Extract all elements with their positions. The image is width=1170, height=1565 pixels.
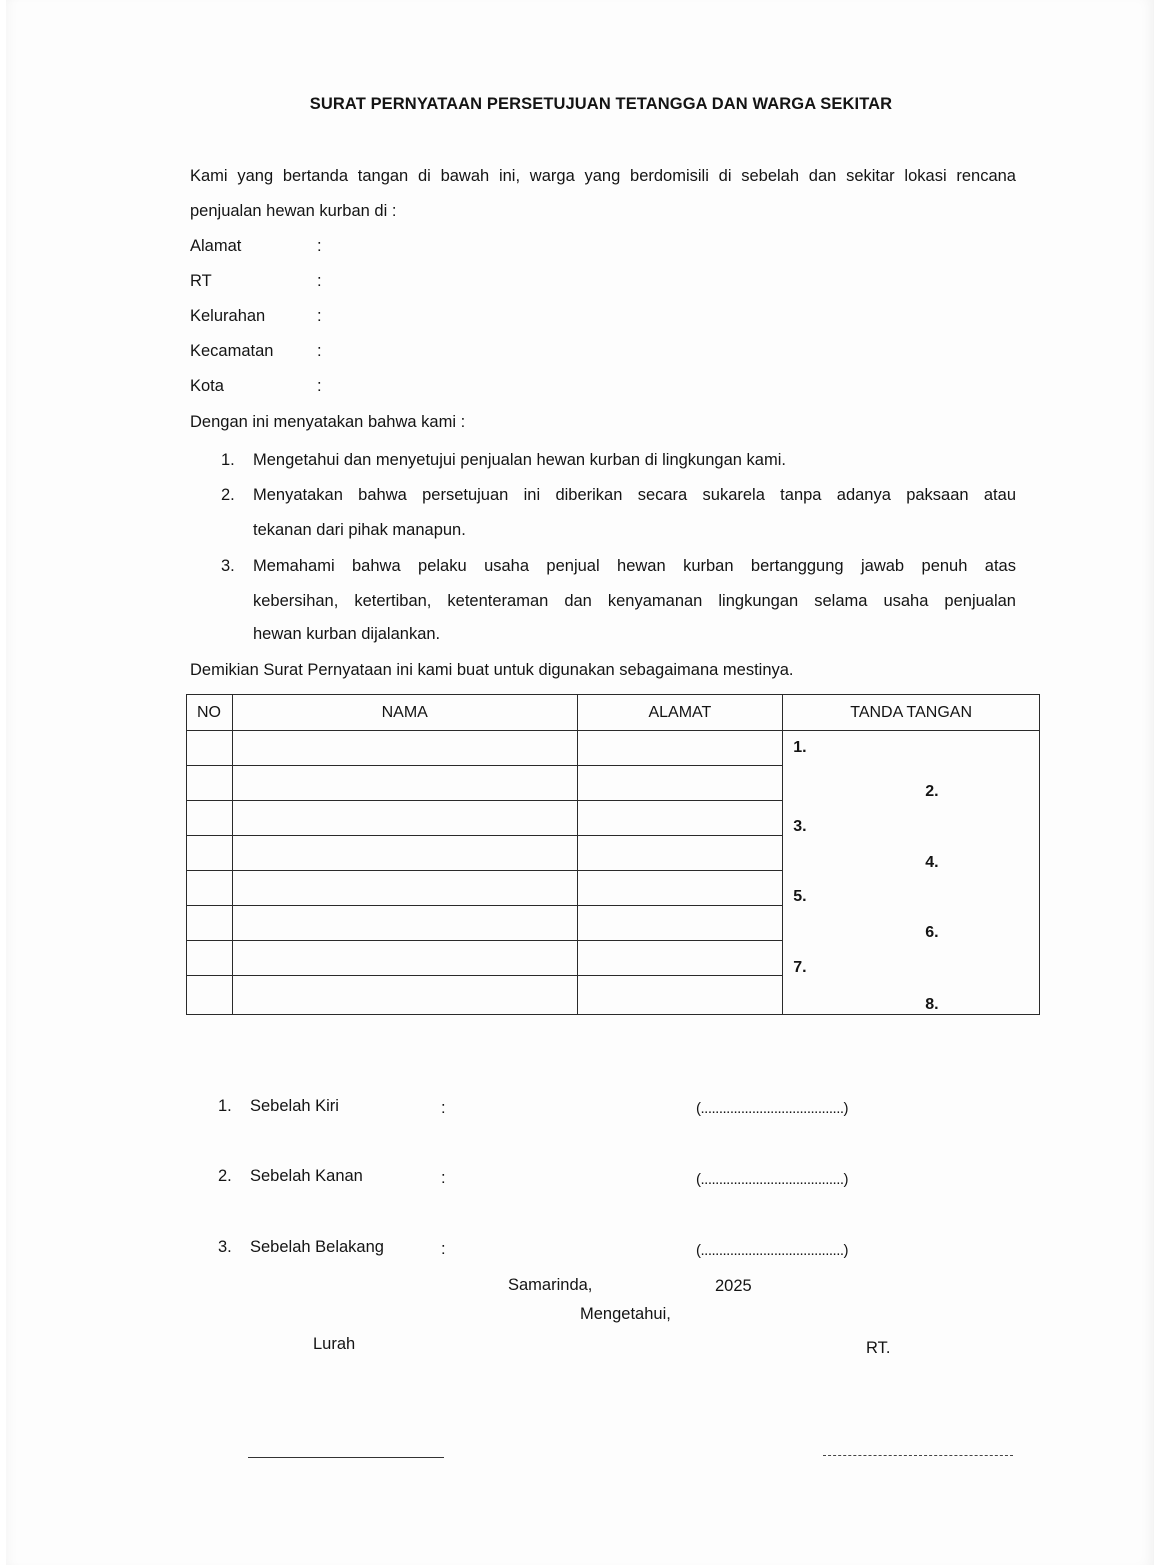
cell-alamat[interactable]: [577, 941, 783, 976]
statement-number: 3.: [221, 557, 235, 575]
cell-no[interactable]: [187, 836, 233, 871]
header-no: NO: [187, 695, 233, 731]
statement-3-line-3: hewan kurban dijalankan.: [253, 625, 441, 643]
neighbor-number: 2.: [218, 1167, 232, 1185]
header-alamat: ALAMAT: [577, 695, 783, 731]
field-colon: :: [317, 307, 322, 325]
neighbor-label-right: Sebelah Kanan: [250, 1167, 363, 1185]
header-nama: NAMA: [232, 695, 577, 731]
header-tanda-tangan: TANDA TANGAN: [783, 695, 1040, 731]
field-label-kecamatan: Kecamatan: [190, 342, 274, 360]
document-title: SURAT PERNYATAAN PERSETUJUAN TETANGGA DAN WARGA SEKITAR: [309, 95, 893, 113]
intro-line-1: Kami yang bertanda tangan di bawah ini, warga yang berdomisili di sebelah dan sekitar lokasi rencana: [190, 167, 1016, 185]
signature-cell[interactable]: [783, 731, 1040, 1015]
signature-number: 4.: [925, 854, 939, 871]
statement-number: 2.: [221, 486, 235, 504]
cell-no[interactable]: [187, 906, 233, 941]
rt-signature-line[interactable]: [823, 1455, 1013, 1456]
year-label: 2025: [715, 1277, 752, 1295]
field-label-kelurahan: Kelurahan: [190, 307, 266, 325]
signature-number: 5.: [793, 888, 807, 905]
field-label-rt: RT: [190, 272, 212, 290]
closing-statement: Demikian Surat Pernyataan ini kami buat untuk digunakan sebagaimana mestinya.: [190, 661, 794, 679]
table-header-row: [187, 695, 1040, 731]
lurah-label: Lurah: [313, 1335, 356, 1353]
statement-2-line-1: Menyatakan bahwa persetujuan ini diberikan secara sukarela tanpa adanya paksaan atau: [253, 486, 1016, 504]
neighbor-signature-left[interactable]: (.......................................): [696, 1100, 849, 1117]
signature-table: [186, 694, 1040, 1015]
place-label: Samarinda,: [508, 1276, 593, 1294]
statement-intro: Dengan ini menyatakan bahwa kami :: [190, 413, 466, 431]
cell-alamat[interactable]: [577, 766, 783, 801]
cell-no[interactable]: [187, 766, 233, 801]
cell-alamat[interactable]: [577, 836, 783, 871]
field-label-kota: Kota: [190, 377, 224, 395]
statement-3-line-1: Memahami bahwa pelaku usaha penjual hewan kurban bertanggung jawab penuh atas: [253, 557, 1016, 575]
cell-nama[interactable]: [232, 801, 577, 836]
cell-nama[interactable]: [232, 941, 577, 976]
field-colon: :: [317, 272, 322, 290]
signature-number: 1.: [793, 739, 807, 756]
neighbor-colon: :: [441, 1099, 446, 1117]
signature-number: 8.: [925, 996, 939, 1013]
cell-nama[interactable]: [232, 766, 577, 801]
signature-number: 6.: [925, 924, 939, 941]
statement-number: 1.: [221, 451, 235, 469]
field-label-alamat: Alamat: [190, 237, 242, 255]
field-colon: :: [317, 342, 322, 360]
field-colon: :: [317, 377, 322, 395]
statement-3-line-2: kebersihan, ketertiban, ketenteraman dan kenyamanan lingkungan selama usaha penjualan: [253, 592, 1016, 610]
signature-number: 7.: [793, 959, 807, 976]
cell-no[interactable]: [187, 801, 233, 836]
cell-no[interactable]: [187, 941, 233, 976]
neighbor-colon: :: [441, 1240, 446, 1258]
acknowledged-label: Mengetahui,: [580, 1305, 671, 1323]
signature-number: 3.: [793, 818, 807, 835]
cell-nama[interactable]: [232, 836, 577, 871]
cell-nama[interactable]: [232, 731, 577, 766]
neighbor-number: 1.: [218, 1097, 232, 1115]
neighbor-colon: :: [441, 1169, 446, 1187]
neighbor-label-left: Sebelah Kiri: [250, 1097, 339, 1115]
neighbor-signature-right[interactable]: (.......................................): [696, 1171, 849, 1188]
neighbor-number: 3.: [218, 1238, 232, 1256]
cell-no[interactable]: [187, 976, 233, 1015]
cell-no[interactable]: [187, 731, 233, 766]
cell-alamat[interactable]: [577, 801, 783, 836]
statement-1-line-1: Mengetahui dan menyetujui penjualan hewan kurban di lingkungan kami.: [253, 451, 786, 469]
lurah-signature-line[interactable]: [248, 1457, 444, 1458]
rt-label: RT.: [866, 1339, 891, 1357]
table-row: [187, 731, 1040, 766]
cell-alamat[interactable]: [577, 906, 783, 941]
field-colon: :: [317, 237, 322, 255]
neighbor-label-back: Sebelah Belakang: [250, 1238, 384, 1256]
cell-alamat[interactable]: [577, 976, 783, 1015]
signature-number: 2.: [925, 783, 939, 800]
cell-no[interactable]: [187, 871, 233, 906]
neighbor-signature-back[interactable]: (.......................................): [696, 1242, 849, 1259]
cell-nama[interactable]: [232, 906, 577, 941]
cell-alamat[interactable]: [577, 871, 783, 906]
statement-2-line-2: tekanan dari pihak manapun.: [253, 521, 466, 539]
cell-alamat[interactable]: [577, 731, 783, 766]
intro-line-2: penjualan hewan kurban di :: [190, 202, 397, 220]
cell-nama[interactable]: [232, 871, 577, 906]
document-page: [6, 0, 1154, 1565]
cell-nama[interactable]: [232, 976, 577, 1015]
